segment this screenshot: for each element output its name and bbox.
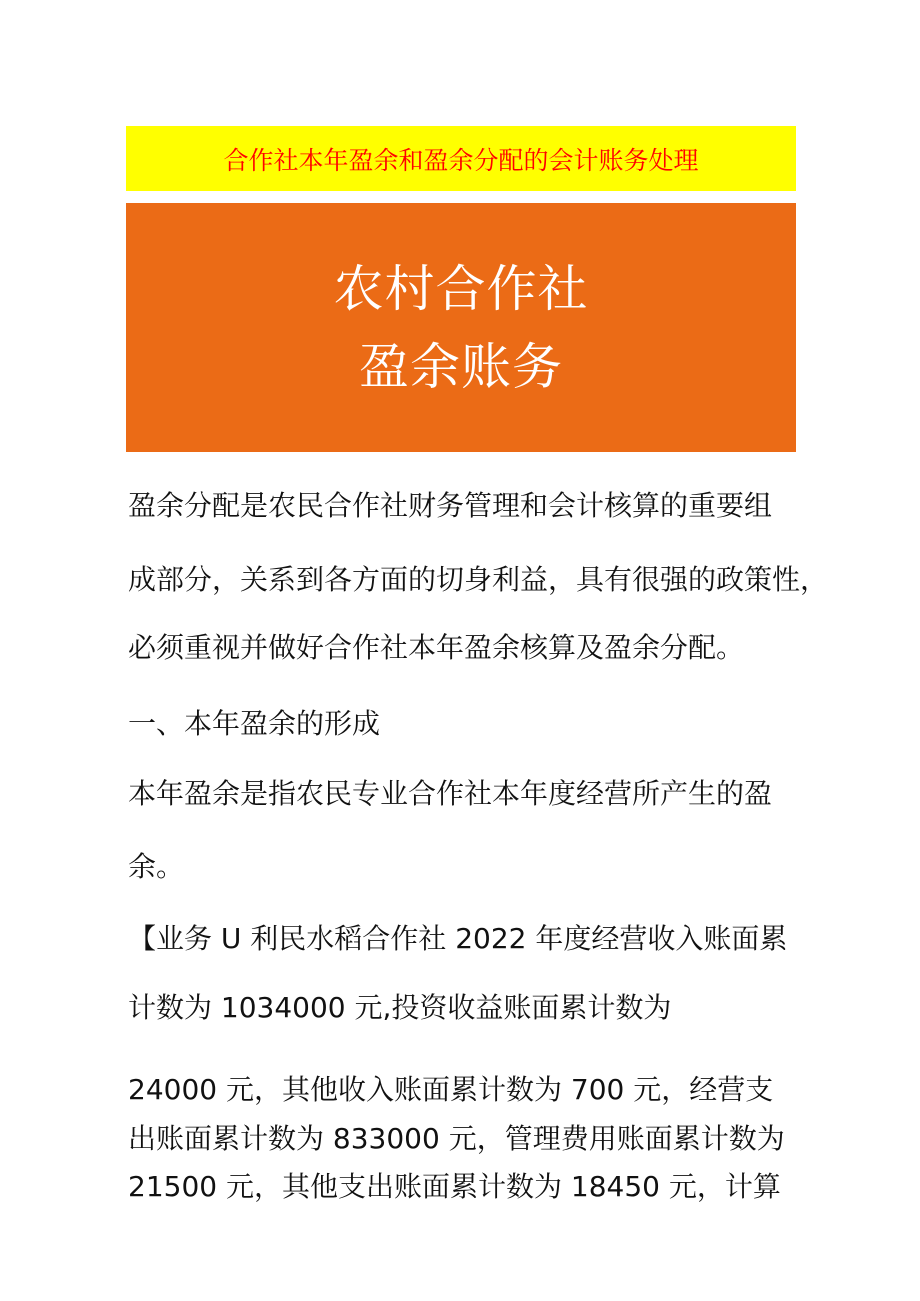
example-line: 计数为 1034000 元,投资收益账面累计数为: [128, 991, 672, 1024]
example-line: 24000 元，其他收入账面累计数为 700 元，经营支: [128, 1073, 774, 1106]
definition-line: 余。: [128, 850, 185, 883]
title-line-2: 盈余账务: [359, 337, 563, 396]
example-line: 出账面累计数为 833000 元，管理费用账面累计数为: [128, 1122, 785, 1155]
intro-line: 必须重视并做好合作社本年盈余核算及盈余分配。: [128, 631, 745, 664]
intro-line: 盈余分配是农民合作社财务管理和会计核算的重要组: [128, 489, 773, 522]
subtitle-text: 合作社本年盈余和盈余分配的会计账务处理: [223, 145, 699, 175]
section-heading: 一、本年盈余的形成: [128, 707, 381, 740]
definition-line: 本年盈余是指农民专业合作社本年度经营所产生的盈: [128, 777, 773, 810]
intro-line: 成部分，关系到各方面的切身利益，具有很强的政策性，: [128, 563, 829, 596]
title-banner: [126, 203, 796, 452]
example-line: 【业务 U 利民水稻合作社 2022 年度经营收入账面累: [128, 922, 788, 955]
subtitle-banner: [126, 126, 796, 191]
example-line: 21500 元，其他支出账面累计数为 18450 元，计算: [128, 1170, 781, 1203]
title-line-1: 农村合作社: [333, 259, 589, 318]
